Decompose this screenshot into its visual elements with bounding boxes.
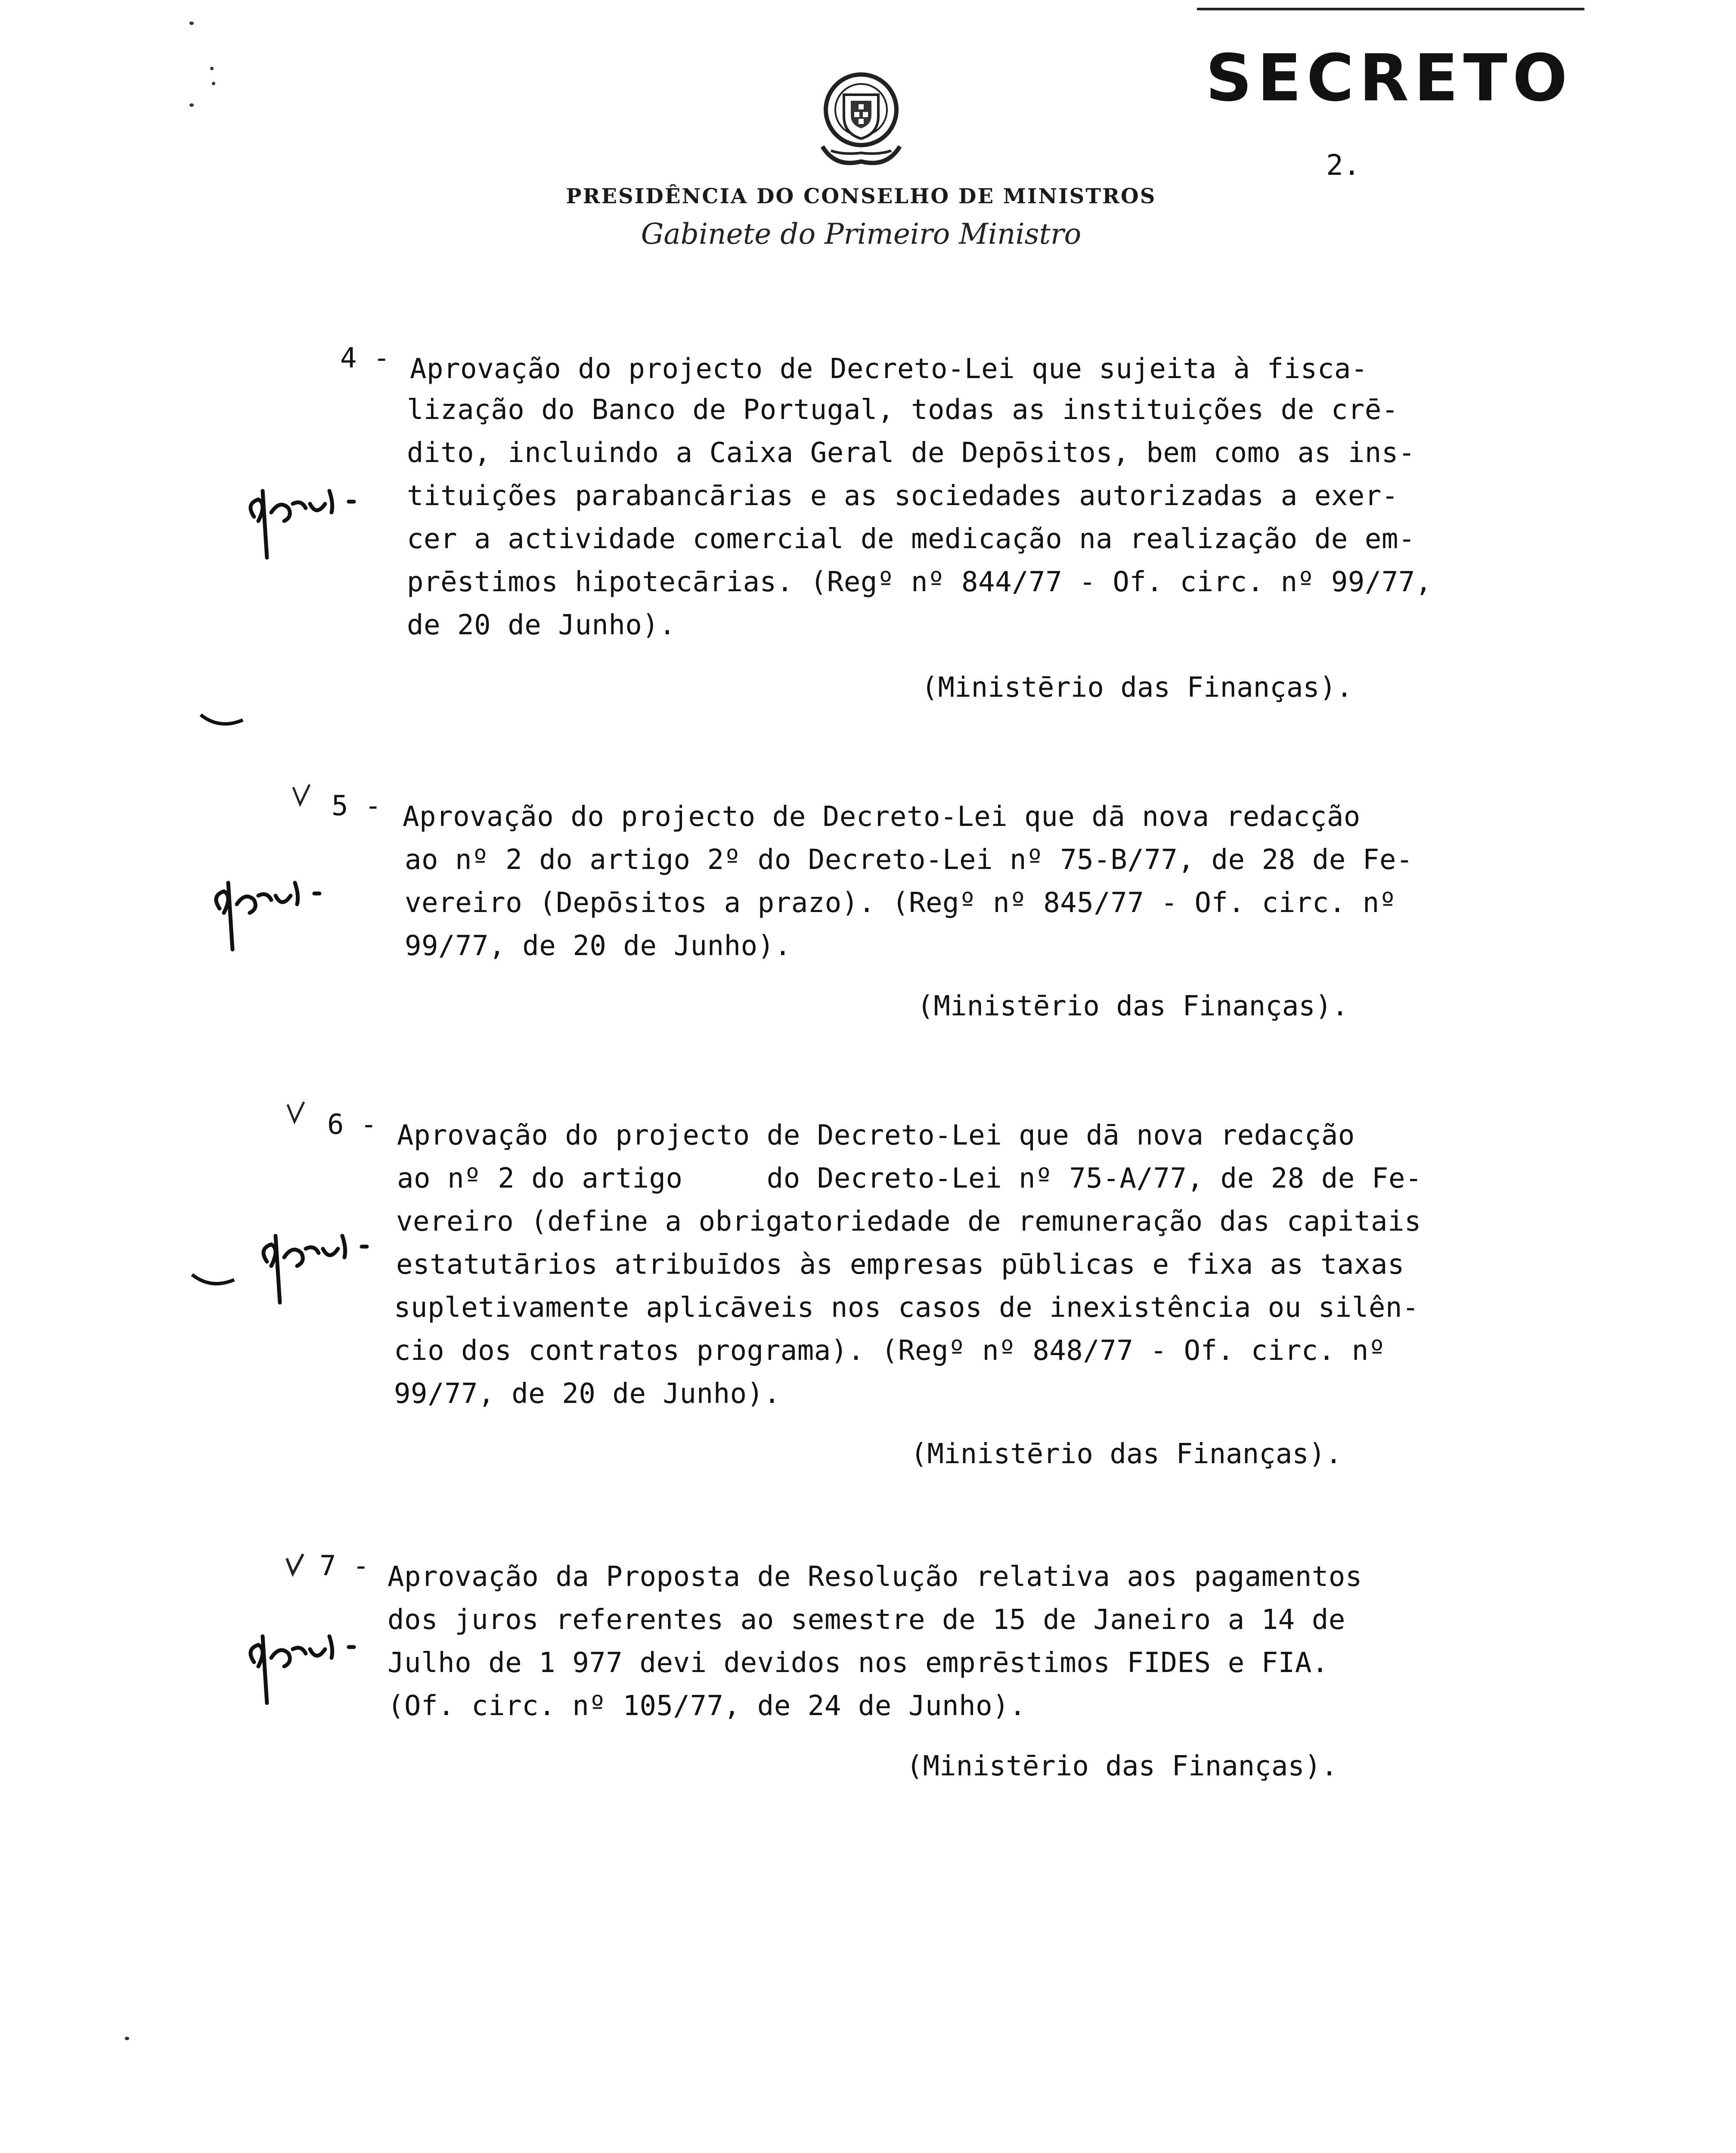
classification-stamp: SECRETO <box>1206 41 1573 116</box>
margin-mark <box>198 710 245 732</box>
item-number: 4 - <box>340 342 390 374</box>
item-line: cio dos contratos programa). (Regº nº 848/77 - Of. circ. nº <box>394 1335 1386 1367</box>
ministry-label: (Ministērio das Finanças). <box>906 1750 1338 1782</box>
item-line: de 20 de Junho). <box>407 609 676 641</box>
organization-header: PRESIDÊNCIA DO CONSELHO DE MINISTROS <box>566 184 1156 208</box>
item-line: estatutārios atribuīdos às empresas pūblicas e fixa as taxas <box>396 1249 1404 1281</box>
top-rule <box>1197 8 1584 10</box>
item-line: Aprovação do projecto de Decreto-Lei que dā nova redacção <box>397 1120 1355 1151</box>
check-mark-icon <box>285 1100 307 1126</box>
scan-speck <box>189 22 194 25</box>
office-subheader: Gabinete do Primeiro Ministro <box>641 217 1082 251</box>
ministry-label: (Ministērio das Finanças). <box>917 990 1348 1022</box>
scan-speck <box>210 67 214 70</box>
item-number: 5 - <box>332 790 381 822</box>
item-line: dito, incluindo a Caixa Geral de Depōsitos, bem como as ins- <box>407 437 1415 469</box>
item-line: ao nº 2 do artigo do Decreto-Lei nº 75-A/77, de 28 de Fe- <box>397 1163 1422 1194</box>
scan-speck <box>212 82 215 85</box>
item-line: Aprovação do projecto de Decreto-Lei que dā nova redacção <box>403 801 1361 833</box>
approval-annotation <box>207 857 336 956</box>
item-line: vereiro (define a obrigatoriedade de remuneração das capitais <box>396 1206 1421 1238</box>
item-line: supletivamente aplicāveis nos casos de inexistência ou silên- <box>394 1292 1419 1324</box>
coat-of-arms-icon <box>809 65 913 174</box>
item-line: vereiro (Depōsitos a prazo). (Regº nº 845/77 - Of. circ. nº <box>405 887 1396 919</box>
item-line: tituições parabancārias e as sociedades autorizadas a exer- <box>407 480 1398 512</box>
margin-mark <box>189 1270 237 1292</box>
item-line: 99/77, de 20 de Junho). <box>405 930 791 962</box>
ministry-label: (Ministērio das Finanças). <box>911 1438 1342 1470</box>
item-line: (Of. circ. nº 105/77, de 24 de Junho). <box>388 1690 1026 1722</box>
check-mark-icon <box>284 1552 306 1578</box>
scan-speck <box>189 103 194 107</box>
approval-annotation <box>241 465 370 564</box>
approval-annotation <box>241 1610 370 1709</box>
scan-speck <box>125 2037 129 2040</box>
item-line: Julho de 1 977 devi devidos nos emprēstimos FIDES e FIA. <box>388 1647 1329 1679</box>
check-mark-icon <box>291 783 312 809</box>
item-line: Aprovação do projecto de Decreto-Lei que sujeita à fisca- <box>410 353 1368 385</box>
item-number: 7 - <box>319 1550 369 1582</box>
item-line: lização do Banco de Portugal, todas as instituições de crē- <box>407 394 1398 426</box>
item-line: Aprovação da Proposta de Resolução relativa aos pagamentos <box>388 1561 1362 1593</box>
item-line: 99/77, de 20 de Junho). <box>394 1378 781 1410</box>
item-line: prēstimos hipotecārias. (Regº nº 844/77 - Of. circ. nº 99/77, <box>407 566 1432 598</box>
item-line: cer a actividade comercial de medicação na realização de em- <box>407 523 1415 555</box>
page-number: 2. <box>1326 149 1361 182</box>
item-line: ao nº 2 do artigo 2º do Decreto-Lei nº 75-B/77, de 28 de Fe- <box>405 844 1413 876</box>
item-line: dos juros referentes ao semestre de 15 de Janeiro a 14 de <box>388 1604 1345 1636</box>
ministry-label: (Ministērio das Finanças). <box>921 672 1353 704</box>
item-number: 6 - <box>327 1109 377 1141</box>
approval-annotation <box>254 1210 383 1309</box>
